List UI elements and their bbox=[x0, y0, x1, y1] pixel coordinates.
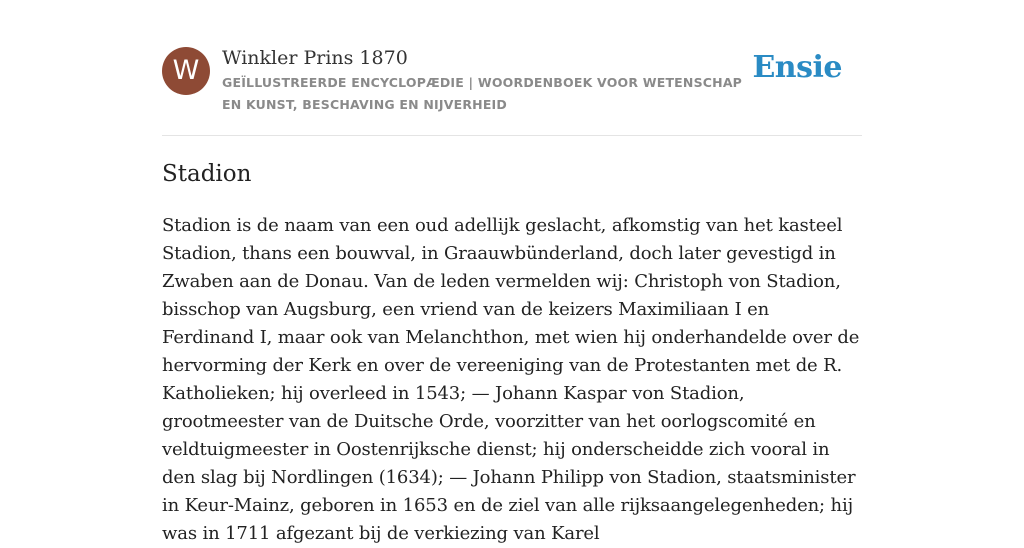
header-divider bbox=[162, 135, 862, 136]
entry-body: Stadion is de naam van een oud adellijk geslacht, afkomstig van het kasteel Stadion, thans een bouwval, in Graauwbünderland, doch later gevestigd in Zwaben aan de Donau. Van de leden vermelden wij: Christoph von Stadion, bisschop van Augsburg, een vriend van de keizers Maximiliaan I en Ferdinand I, maar ook van Melanchthon, met wien hij onderhandelde over de hervorming der Kerk en over de vereeniging van de Protestanten met de R. Katholieken; hij overleed in 1543; — Johann Kaspar von Stadion, grootmeester van de Duitsche Orde, voorzitter van het oorlogscomité en veldtuigmeester in Oostenrijksche dienst; hij onderscheidde zich vooral in den slag bij Nordlingen (1634); — Johann Philipp von Stadion, staatsminister in Keur-Mainz, geboren in 1653 en de ziel van alle rijksaangelegenheden; hij was in 1711 afgezant bij de verkiezing van Karel bbox=[162, 215, 860, 544]
source-subtitle: GEÏLLUSTREERDE ENCYCLOPÆDIE | WOORDENBOEK VOOR WETENSCHAP EN KUNST, BESCHAVING EN NIJVERHEID bbox=[222, 75, 743, 112]
source-avatar[interactable]: W bbox=[162, 47, 210, 95]
ensie-logo[interactable]: Ensie bbox=[752, 50, 842, 85]
entry-title: Stadion bbox=[162, 161, 252, 187]
source-title[interactable]: Winkler Prins 1870 bbox=[222, 47, 408, 69]
source-header bbox=[162, 46, 862, 116]
